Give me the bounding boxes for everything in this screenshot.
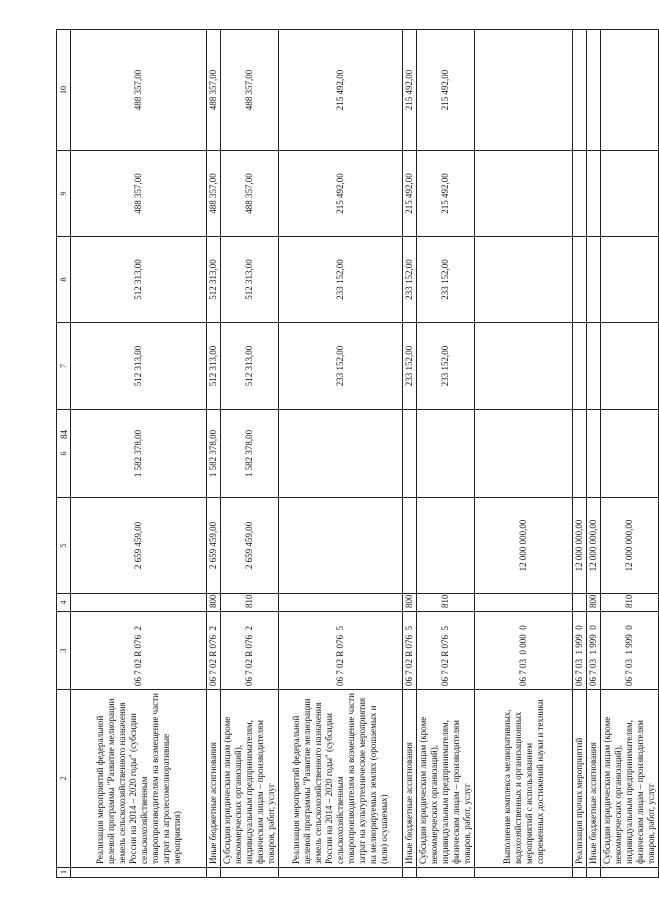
amount-col-5: 12 000 000,00: [475, 498, 573, 594]
table-row: [71, 30, 207, 878]
amount-col-8: [601, 237, 659, 323]
table-body: [57, 30, 659, 878]
column-number: 7: [57, 323, 71, 410]
amount-col-7: [573, 323, 587, 410]
target-article-code: 06 7 02 R 076 5: [417, 612, 475, 690]
target-article-code: 06 7 02 R 076 2: [221, 612, 279, 690]
target-article-code: 06 7 03 1 999 0: [587, 612, 601, 690]
target-article-code: 06 7 02 R 076 2: [71, 612, 207, 690]
amount-col-6: 1 582 378,00: [71, 410, 207, 498]
amount-col-10: [601, 30, 659, 151]
amount-col-6: [601, 410, 659, 498]
table-row: [475, 30, 573, 878]
amount-col-7: 233 152,00: [403, 323, 417, 410]
target-article-code: 06 7 02 R 076 5: [403, 612, 417, 690]
amount-col-7: 512 313,00: [207, 323, 221, 410]
amount-col-7: [601, 323, 659, 410]
amount-col-5: 2 659 459,00: [71, 498, 207, 594]
amount-col-10: [475, 30, 573, 151]
amount-col-5: 12 000 000,00: [601, 498, 659, 594]
item-name: Выполнение комплекса мелиоративных, водохозяйственных и организационных мероприятий с использованием современных достижений науки и техники: [475, 690, 573, 868]
rotated-table-container: [56, 28, 656, 878]
amount-col-10: 215 492,00: [403, 30, 417, 151]
amount-col-10: 488 357,00: [207, 30, 221, 151]
table-row: [417, 30, 475, 878]
row-index-cell: [573, 868, 587, 878]
amount-col-5: 2 659 459,00: [221, 498, 279, 594]
amount-col-9: 488 357,00: [71, 151, 207, 237]
amount-col-7: 233 152,00: [417, 323, 475, 410]
table-row: [601, 30, 659, 878]
amount-col-9: 215 492,00: [403, 151, 417, 237]
column-number: 4: [57, 594, 71, 612]
expense-type-code: [475, 594, 573, 612]
column-number: 5: [57, 498, 71, 594]
column-number: 3: [57, 612, 71, 690]
item-name: Реализация мероприятий федеральной целевой программы "Развитие мелиорации земель сельскохозяйственного назначения России на 2014 – 2020 годы" (субсидии сельскохозяйственным товаропроизводителям на возмещение части затрат на агролесомелиоративные мероприятия): [71, 690, 207, 868]
item-name: Реализация мероприятий федеральной целевой программы "Развитие мелиорации земель сельскохозяйственного назначения России на 2014 – 2020 годы" (субсидии сельскохозяйственным товаропроизводителям на возмещение части затрат на культуртехнические мероприятия на мелиорируемых землях (орошаемых и (или) осушаемых): [279, 690, 403, 868]
expense-type-code: 810: [417, 594, 475, 612]
amount-col-5: 2 659 459,00: [207, 498, 221, 594]
amount-col-8: 512 313,00: [221, 237, 279, 323]
row-index-cell: [601, 868, 659, 878]
row-index-cell: [279, 868, 403, 878]
column-number: 6: [57, 410, 71, 498]
budget-table: [56, 29, 659, 878]
item-name: Субсидии юридическим лицам (кроме некоммерческих организаций), индивидуальным предпринимателям, физическим лицам – производителям товаров, работ, услуг: [221, 690, 279, 868]
amount-col-8: [475, 237, 573, 323]
expense-type-code: 800: [587, 594, 601, 612]
amount-col-6: [417, 410, 475, 498]
column-number: 10: [57, 30, 71, 151]
amount-col-10: 215 492,00: [279, 30, 403, 151]
row-index-cell: [417, 868, 475, 878]
amount-col-6: [475, 410, 573, 498]
column-number: 8: [57, 237, 71, 323]
amount-col-8: [573, 237, 587, 323]
amount-col-7: 512 313,00: [221, 323, 279, 410]
amount-col-10: [587, 30, 601, 151]
column-number: 1: [57, 868, 71, 878]
amount-col-7: [587, 323, 601, 410]
expense-type-code: [279, 594, 403, 612]
item-name: Субсидии юридическим лицам (кроме некоммерческих организаций), индивидуальным предпринимателям, физическим лицам – производителям товаров, работ, услуг: [601, 690, 659, 868]
amount-col-6: 1 582 378,00: [207, 410, 221, 498]
amount-col-9: 215 492,00: [279, 151, 403, 237]
amount-col-9: 488 357,00: [221, 151, 279, 237]
amount-col-8: 233 152,00: [417, 237, 475, 323]
item-name: Реализация прочих мероприятий: [573, 690, 587, 868]
row-index-cell: [475, 868, 573, 878]
expense-type-code: [573, 594, 587, 612]
target-article-code: 06 7 03 1 999 0: [573, 612, 587, 690]
item-name: Иные бюджетные ассигнования: [207, 690, 221, 868]
item-name: Иные бюджетные ассигнования: [403, 690, 417, 868]
amount-col-8: 512 313,00: [71, 237, 207, 323]
column-number-row: [57, 30, 71, 878]
amount-col-6: [403, 410, 417, 498]
amount-col-9: [475, 151, 573, 237]
amount-col-7: 512 313,00: [71, 323, 207, 410]
item-name: Субсидии юридическим лицам (кроме некоммерческих организаций), индивидуальным предпринимателям, физическим лицам – производителям товаров, работ, услуг: [417, 690, 475, 868]
amount-col-10: [573, 30, 587, 151]
table-row: [279, 30, 403, 878]
row-index-cell: [207, 868, 221, 878]
amount-col-6: [279, 410, 403, 498]
amount-col-8: [587, 237, 601, 323]
table-row: [221, 30, 279, 878]
table-row: [403, 30, 417, 878]
amount-col-5: 12 000 000,00: [587, 498, 601, 594]
target-article-code: 06 7 03 0 000 0: [475, 612, 573, 690]
target-article-code: 06 7 02 R 076 2: [207, 612, 221, 690]
amount-col-5: [279, 498, 403, 594]
item-name: Иные бюджетные ассигнования: [587, 690, 601, 868]
row-index-cell: [71, 868, 207, 878]
amount-col-6: [573, 410, 587, 498]
amount-col-10: 488 357,00: [71, 30, 207, 151]
amount-col-8: 512 313,00: [207, 237, 221, 323]
amount-col-5: 12 000 000,00: [573, 498, 587, 594]
amount-col-5: [417, 498, 475, 594]
amount-col-10: 215 492,00: [417, 30, 475, 151]
expense-type-code: [71, 594, 207, 612]
row-index-cell: [221, 868, 279, 878]
column-number: 2: [57, 690, 71, 868]
amount-col-6: 1 582 378,00: [221, 410, 279, 498]
expense-type-code: 800: [207, 594, 221, 612]
table-row: [207, 30, 221, 878]
table-row: [573, 30, 587, 878]
row-index-cell: [587, 868, 601, 878]
amount-col-6: [587, 410, 601, 498]
amount-col-7: [475, 323, 573, 410]
expense-type-code: 810: [601, 594, 659, 612]
amount-col-9: [601, 151, 659, 237]
column-number: 9: [57, 151, 71, 237]
table-row: [587, 30, 601, 878]
row-index-cell: [403, 868, 417, 878]
amount-col-10: 488 357,00: [221, 30, 279, 151]
page-number: 84: [59, 430, 69, 439]
amount-col-8: 233 152,00: [403, 237, 417, 323]
amount-col-9: [587, 151, 601, 237]
target-article-code: 06 7 02 R 076 5: [279, 612, 403, 690]
expense-type-code: 810: [221, 594, 279, 612]
amount-col-9: [573, 151, 587, 237]
amount-col-7: 233 152,00: [279, 323, 403, 410]
amount-col-9: 488 357,00: [207, 151, 221, 237]
amount-col-9: 215 492,00: [417, 151, 475, 237]
expense-type-code: 800: [403, 594, 417, 612]
amount-col-5: [403, 498, 417, 594]
amount-col-8: 233 152,00: [279, 237, 403, 323]
target-article-code: 06 7 03 1 999 0: [601, 612, 659, 690]
